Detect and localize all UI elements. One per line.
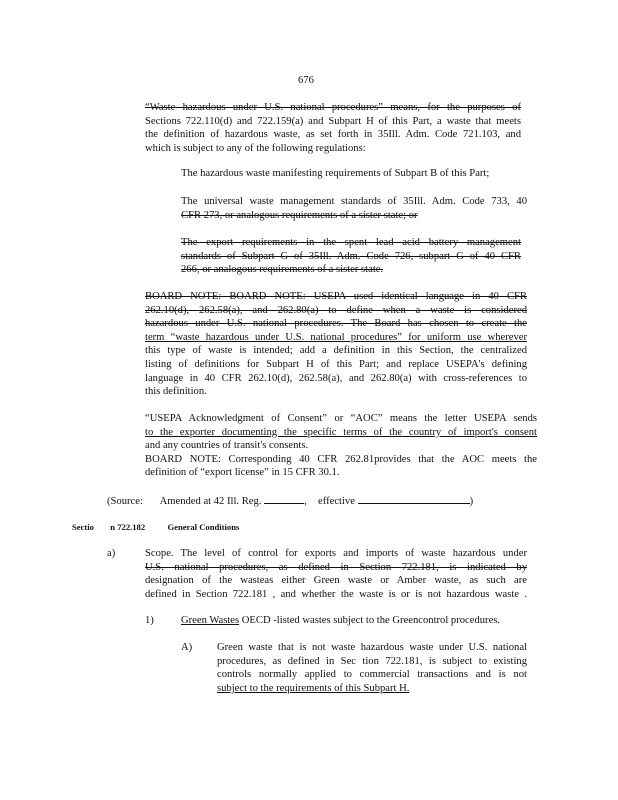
section-title: General Conditions (167, 522, 240, 532)
green-a-line: controls normally applied to commercial transactions and is not (217, 669, 527, 681)
board-note-line: hazardous under U.S. national procedures. The Board has chosen to create the (145, 318, 527, 330)
definition-line: to the exporter documenting the specific terms of the country of import's consent (145, 426, 537, 438)
board-note-line: this definition. (145, 386, 207, 398)
source-note (107, 494, 473, 509)
board-note-line: BOARD NOTE: BOARD NOTE: USEPA used identical language in 40 CFR (145, 291, 527, 302)
green-a-line: subject to the requirements of this Subpart H. (217, 682, 410, 694)
scope-line: designation of the wasteas either Green waste or Amber waste, as such are (145, 575, 527, 587)
green-a-label: A) (181, 642, 193, 653)
regulation-text: CFR 273, or analogous requirements of a sister state; or (181, 209, 418, 221)
green-wastes-text: OECD -listed wastes subject to the Greencontrol procedures. (241, 615, 501, 626)
section-prefix: Sectio (72, 522, 94, 532)
board-note-line: language in 40 CFR 262.10(d), 262.58(a), and 262.80(a) with cross-references to (145, 372, 527, 384)
regulation-export-requirements (181, 236, 521, 277)
scope-line: defined in Section 722.181 , and whether the waste is or is not hazardous waste . (145, 588, 527, 600)
scope-label: a) (107, 548, 116, 559)
section-prefix-n: n (110, 522, 116, 532)
source-comma: , (304, 496, 307, 507)
effective-date-blank (358, 494, 470, 504)
green-wastes-heading: Green Wastes (181, 615, 240, 626)
definition-aoc (145, 412, 537, 480)
scope-paragraph (145, 547, 527, 601)
board-note-line: listing of definitions for Subpart H of this Part; and replace USEPA's defining (145, 358, 527, 370)
scope-line: U.S. national procedures, as defined in Section 722.181, is indicated by (145, 561, 527, 573)
section-heading (72, 521, 239, 535)
source-amended: Amended at 42 Ill. Reg. (159, 496, 262, 507)
green-a-line: Green waste that is not waste hazardous waste under U.S. national (217, 642, 527, 653)
regulation-text: standards of Subpart G of 35Ill. Adm. Code 726, subpart G of 40 CFR (181, 250, 521, 262)
board-note-line: 262.10(d), 262.58(a), and 262.80(a) to define when a waste is considered (145, 304, 527, 316)
regulation-text: The hazardous waste manifesting requirements of Subpart B of this Part; (181, 168, 490, 179)
regulation-text: The export requirements in the spent lead acid battery management (181, 237, 521, 248)
green-a-line: procedures, as defined in Sec tion 722.181, is subject to existing (217, 655, 527, 667)
definition-line: the definition of hazardous waste, as set forth in 35Ill. Adm. Code 721.103, and (145, 129, 521, 141)
definition-line: “Waste hazardous under U.S. national procedures” means, for the purposes of (145, 102, 521, 113)
definition-line: Sections 722.110(d) and 722.159(a) and Subpart H of this Part, a waste that meets (145, 115, 521, 127)
regulation-universal-waste (181, 195, 527, 222)
definition-line: which is subject to any of the following regulations: (145, 142, 366, 154)
scope-line: Scope. The level of control for exports and imports of waste hazardous under (145, 548, 527, 559)
source-effective: effective (318, 496, 355, 507)
register-blank (264, 494, 304, 504)
regulation-text: The universal waste management standards of 35Ill. Adm. Code 733, 40 (181, 196, 527, 207)
board-note-line: definition of “export license” in 15 CFR 30.1. (145, 467, 340, 479)
regulation-manifesting (181, 167, 527, 181)
regulation-text: 266, or analogous requirements of a sister state. (181, 264, 384, 276)
board-note-line: term “waste hazardous under U.S. national procedures” for uniform use wherever (145, 331, 527, 343)
green-a-paragraph (217, 641, 527, 695)
board-note-line: this type of waste is intended; add a definition in this Section, the centralized (145, 345, 527, 357)
source-close: ) (469, 496, 474, 507)
definition-line: and any countries of transit's consents. (145, 440, 309, 452)
green-wastes-paragraph (181, 614, 500, 628)
definition-waste-hazardous (145, 101, 521, 155)
page-number: 676 (298, 75, 314, 86)
board-note-waste-hazardous (145, 290, 527, 399)
section-number: 722.182 (117, 522, 146, 532)
green-wastes-label: 1) (145, 615, 154, 626)
board-note-line: BOARD NOTE: Corresponding 40 CFR 262.81provides that the AOC meets the (145, 453, 537, 465)
definition-line: “USEPA Acknowledgment of Consent” or “AOC” means the letter USEPA sends (145, 413, 537, 424)
source-open: (Source: (107, 496, 143, 507)
